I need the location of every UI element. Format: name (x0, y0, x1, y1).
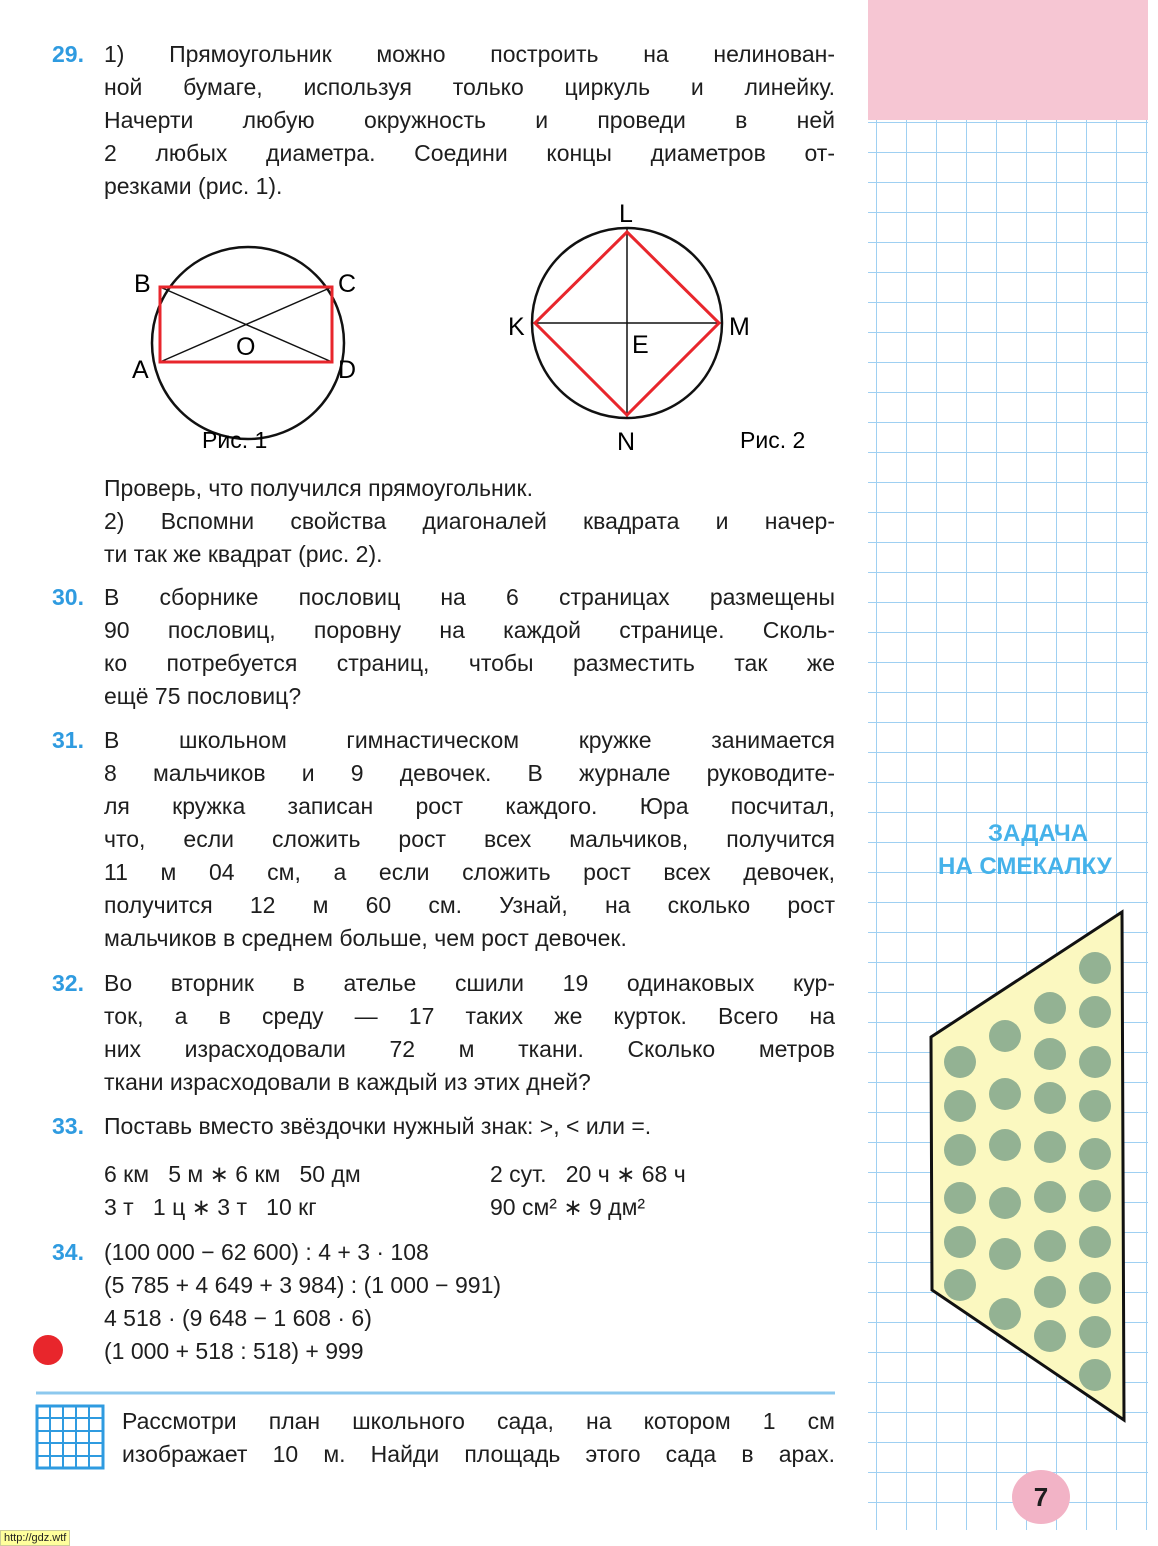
problem-number: 30. (52, 584, 84, 610)
tree-dot (989, 1298, 1021, 1330)
tree-dot (944, 1182, 976, 1214)
tree-dot (1079, 1316, 1111, 1348)
caption-fig2: Рис. 2 (740, 427, 806, 453)
comparison-item: 3 т 1 ц ∗ 3 т 10 кг (104, 1194, 317, 1220)
text-line: 8 мальчиков и 9 девочек. В журнале руководите- (104, 760, 835, 786)
text-line: ля кружка записан рост каждого. Юра посчитал, (104, 793, 835, 819)
text-line: них израсходовали 72 м ткани. Сколько метров (104, 1036, 835, 1062)
problem-number-34: 34. (52, 1239, 84, 1265)
tree-dot (1079, 1180, 1111, 1212)
label-k: K (508, 313, 525, 341)
label-d: D (338, 356, 357, 384)
problem-text (104, 38, 835, 203)
problem-text (104, 724, 835, 955)
text-line: 90 пословиц, поровну на каждой странице. Сколь- (104, 617, 835, 643)
bottom-task (122, 1405, 835, 1471)
tree-dot (944, 1269, 976, 1301)
text-line: В школьном гимнастическом кружке занимается (104, 727, 835, 753)
tree-dot (989, 1129, 1021, 1161)
expression: (5 785 + 4 649 + 3 984) : (1 000 − 991) (104, 1272, 502, 1298)
red-dot-marker (33, 1335, 63, 1365)
tree-dot (1034, 1181, 1066, 1213)
text-line: что, если сложить рост всех мальчиков, получится (104, 826, 835, 852)
sidebar-title-line2: НА СМЕКАЛКУ (938, 853, 1112, 880)
comparison-item: 90 см² ∗ 9 дм² (490, 1194, 646, 1220)
tree-dot (944, 1226, 976, 1258)
text-line: получится 12 м 60 см. Узнай, на сколько рост (104, 892, 835, 918)
tree-dot (1079, 1090, 1111, 1122)
tree-dot (1034, 1276, 1066, 1308)
caption-fig1: Рис. 1 (202, 427, 268, 453)
tree-dot (1034, 1320, 1066, 1352)
tree-dot (989, 1020, 1021, 1052)
tree-dot (944, 1090, 976, 1122)
text-line: ной бумаге, используя только циркуль и линейку. (104, 74, 835, 100)
text-line: 2 любых диаметра. Соедини концы диаметров от- (104, 140, 835, 166)
label-m: M (729, 313, 750, 341)
label-o: O (236, 333, 256, 361)
tree-dot (989, 1187, 1021, 1219)
label-b: B (134, 270, 151, 298)
label-n: N (617, 428, 636, 456)
bottom-task-line: Рассмотри план школьного сада, на котором 1 см (122, 1408, 835, 1434)
text-line: Во вторник в ателье сшили 19 одинаковых кур- (104, 970, 835, 996)
text-line: ещё 75 пословиц? (104, 683, 302, 709)
problem-text (104, 1110, 835, 1143)
problem-number: 32. (52, 970, 84, 996)
tree-dot (1079, 1138, 1111, 1170)
trapezoid-garden-plan (931, 912, 1124, 1420)
text-line: Начерти любую окружность и проведи в ней (104, 107, 835, 133)
tree-dot (1079, 996, 1111, 1028)
problem-text (104, 472, 835, 505)
tree-dot (1079, 1359, 1111, 1391)
text-line: 11 м 04 см, а если сложить рост всех девочек, (104, 859, 835, 885)
tree-dot (1034, 1230, 1066, 1262)
tree-dot (1034, 992, 1066, 1024)
bottom-task-line: изображает 10 м. Найди площадь этого сада в арах. (122, 1441, 835, 1467)
text-line: резками (рис. 1). (104, 173, 283, 199)
figure-1 (132, 247, 356, 453)
tree-dot (1034, 1038, 1066, 1070)
expression: (100 000 − 62 600) : 4 + 3 · 108 (104, 1239, 429, 1265)
tree-dot (1034, 1131, 1066, 1163)
comparison-item: 2 сут. 20 ч ∗ 68 ч (490, 1161, 686, 1187)
text-line: 2) Вспомни свойства диагоналей квадрата и начер- (104, 508, 835, 534)
problem-number: 29. (52, 41, 84, 67)
tree-dot (1079, 1272, 1111, 1304)
footer-url[interactable]: http://gdz.wtf (0, 1530, 70, 1546)
problem-number: 31. (52, 727, 84, 753)
text-line: мальчиков в среднем больше, чем рост девочек. (104, 925, 627, 951)
label-e: E (632, 331, 649, 359)
tree-dot (944, 1046, 976, 1078)
text-line: Проверь, что получился прямоугольник. (104, 475, 533, 501)
problem-text (104, 581, 835, 713)
label-c: C (338, 270, 357, 298)
tree-dot (1079, 1226, 1111, 1258)
label-l: L (619, 200, 633, 228)
tree-dot (1079, 952, 1111, 984)
sidebar-title-line1: ЗАДАЧА (988, 820, 1089, 847)
expression: 4 518 · (9 648 − 1 608 · 6) (104, 1305, 372, 1331)
text-line: 1) Прямоугольник можно построить на нелинован- (104, 41, 835, 67)
expression: (1 000 + 518 : 518) + 999 (104, 1338, 364, 1364)
text-line: ти так же квадрат (рис. 2). (104, 541, 383, 567)
tree-dot (989, 1078, 1021, 1110)
comparison-item: 6 км 5 м ∗ 6 км 50 дм (104, 1161, 361, 1187)
text-line: ткани израсходовали в каждый из этих дней? (104, 1069, 591, 1095)
tree-dot (1079, 1046, 1111, 1078)
text-line: ток, а в среду — 17 таких же курток. Всего на (104, 1003, 835, 1029)
tree-dot (944, 1134, 976, 1166)
tree-dot (1034, 1082, 1066, 1114)
tree-dot (989, 1238, 1021, 1270)
text-line: В сборнике пословиц на 6 страницах размещены (104, 584, 835, 610)
text-line: ко потребуется страниц, чтобы разместить так же (104, 650, 835, 676)
page-number: 7 (1012, 1470, 1070, 1524)
grid-icon (37, 1406, 103, 1468)
text-line: Поставь вместо звёздочки нужный знак: >, < или =. (104, 1113, 652, 1139)
label-a: A (132, 356, 149, 384)
problem-number: 33. (52, 1113, 84, 1139)
problem-text (104, 505, 835, 571)
problem-text (104, 967, 835, 1099)
figure-2 (508, 200, 805, 456)
